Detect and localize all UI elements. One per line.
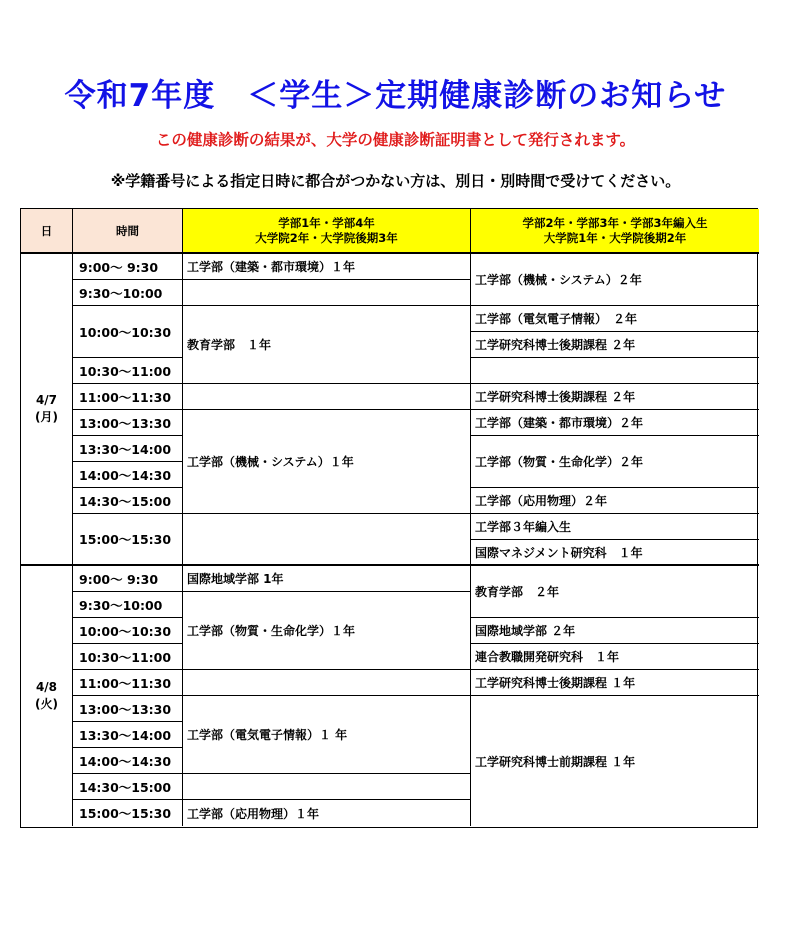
group1-cell: 教育学部 １年 <box>183 306 471 384</box>
day-date: 4/8 <box>35 680 58 694</box>
schedule-table <box>20 208 758 828</box>
group1-cell: 国際地域学部 1年 <box>183 566 471 592</box>
header-group-1-line1: 学部1年・学部4年 <box>278 215 375 230</box>
group2-cell: 工学部（物質・生命化学）２年 <box>471 436 759 488</box>
group2-cell: 工学研究科博士後期課程 ２年 <box>471 384 759 410</box>
group1-cell <box>183 670 471 696</box>
time-cell: 15:00～15:30 <box>73 514 183 566</box>
group2-cell: 国際マネジメント研究科 １年 <box>471 540 759 566</box>
time-cell: 14:30～15:00 <box>73 774 183 800</box>
group1-cell <box>183 514 471 566</box>
time-cell: 9:00～ 9:30 <box>73 254 183 280</box>
group1-cell: 工学部（電気電子情報）１ 年 <box>183 696 471 774</box>
group2-cell: 連合教職開発研究科 １年 <box>471 644 759 670</box>
group1-cell: 工学部（建築・都市環境）１年 <box>183 254 471 280</box>
group1-cell: 工学部（機械・システム）１年 <box>183 410 471 514</box>
time-cell: 9:00～ 9:30 <box>73 566 183 592</box>
time-cell: 14:00～14:30 <box>73 748 183 774</box>
day-date: 4/7 <box>35 393 58 407</box>
time-cell: 14:30～15:00 <box>73 488 183 514</box>
time-cell: 10:00～10:30 <box>73 306 183 358</box>
group2-cell: 工学部（機械・システム）２年 <box>471 254 759 306</box>
time-cell: 13:30～14:00 <box>73 436 183 462</box>
group2-cell: 教育学部 ２年 <box>471 566 759 618</box>
group2-cell: 工学研究科博士後期課程 ２年 <box>471 332 759 358</box>
notice-text: ※学籍番号による指定日時に都合がつかない方は、別日・別時間で受けてください。 <box>110 172 681 190</box>
group1-cell: 工学部（応用物理）１年 <box>183 800 471 826</box>
time-cell: 15:00～15:30 <box>73 800 183 826</box>
group2-cell: 工学部（建築・都市環境）２年 <box>471 410 759 436</box>
header-time: 時間 <box>73 209 183 254</box>
group2-cell: 工学部（応用物理）２年 <box>471 488 759 514</box>
time-cell: 10:30～11:00 <box>73 358 183 384</box>
group2-cell: 工学研究科博士後期課程 １年 <box>471 670 759 696</box>
time-cell: 11:00～11:30 <box>73 670 183 696</box>
header-group-1 <box>183 209 471 254</box>
time-cell: 13:00～13:30 <box>73 410 183 436</box>
day-weekday: (火) <box>35 697 58 711</box>
group1-cell <box>183 384 471 410</box>
header-group-2-line1: 学部2年・学部3年・学部3年編入生 <box>522 215 708 230</box>
page-title: 令和7年度 ＜学生＞定期健康診断のお知らせ <box>64 78 727 114</box>
group2-cell: 国際地域学部 ２年 <box>471 618 759 644</box>
time-cell: 14:00～14:30 <box>73 462 183 488</box>
time-cell: 11:00～11:30 <box>73 384 183 410</box>
group2-cell: 工学研究科博士前期課程 １年 <box>475 754 636 769</box>
time-cell: 10:00～10:30 <box>73 618 183 644</box>
header-day: 日 <box>21 209 73 254</box>
subtitle: この健康診断の結果が、大学の健康診断証明書として発行されます。 <box>155 131 636 149</box>
group1-cell: 工学部（物質・生命化学）１年 <box>183 592 471 670</box>
group2-cell-empty <box>471 358 759 384</box>
day-weekday: (月) <box>35 410 58 424</box>
time-cell: 9:30～10:00 <box>73 592 183 618</box>
time-cell: 10:30～11:00 <box>73 644 183 670</box>
header-group-2-line2: 大学院1年・大学院後期2年 <box>543 230 687 245</box>
group1-cell <box>183 774 471 800</box>
header-group-1-line2: 大学院2年・大学院後期3年 <box>255 230 398 245</box>
day-cell <box>21 566 73 826</box>
group2-cell: 工学部（電気電子情報） ２年 <box>471 306 759 332</box>
time-cell: 9:30～10:00 <box>73 280 183 306</box>
group1-cell <box>183 280 471 306</box>
header-group-2 <box>471 209 759 254</box>
day-cell <box>21 254 73 566</box>
time-cell: 13:30～14:00 <box>73 722 183 748</box>
time-cell: 13:00～13:30 <box>73 696 183 722</box>
group2-cell: 工学部３年編入生 <box>471 514 759 540</box>
